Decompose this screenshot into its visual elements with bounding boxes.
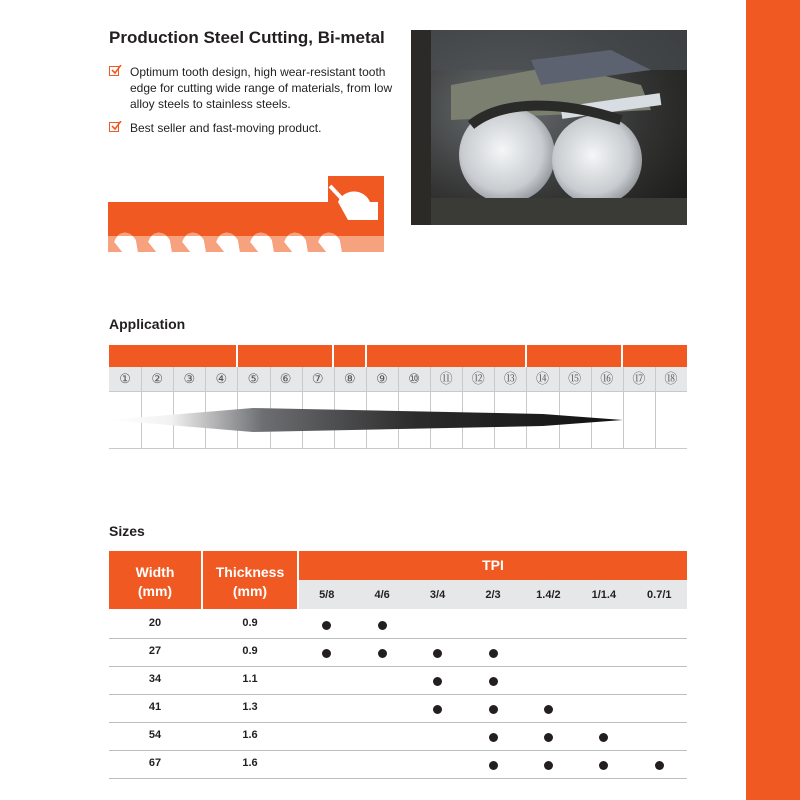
thickness-cell: 0.9: [242, 617, 258, 629]
availability-dot: [378, 621, 387, 630]
width-cell: 67: [148, 757, 162, 769]
application-number: ⑤: [247, 371, 260, 386]
application-heading: Application: [109, 316, 186, 332]
checkbox-check-icon: [109, 66, 119, 76]
thickness-cell: 1.6: [242, 757, 258, 769]
width-cell: 27: [148, 645, 162, 657]
saw-blade-tooth-icon: [108, 172, 388, 256]
availability-dot: [322, 621, 331, 630]
availability-dot: [322, 649, 331, 658]
thickness-cell: 0.9: [242, 645, 258, 657]
tpi-value: 3/4: [429, 589, 446, 601]
width-header: Width (mm): [109, 551, 201, 609]
availability-dot: [489, 705, 498, 714]
sizes-heading: Sizes: [109, 523, 145, 539]
availability-dot: [489, 761, 498, 770]
tpi-value: 4/6: [374, 589, 390, 601]
side-accent-bar: [746, 0, 800, 800]
application-number: ⑭: [535, 371, 549, 386]
application-number: ⑦: [311, 371, 324, 386]
feature-list: [109, 64, 401, 144]
feature-text: Optimum tooth design, high wear-resistant tooth edge for cutting wide range of materials, from low alloy steels to stainless steels.: [130, 65, 393, 111]
availability-dot: [544, 733, 553, 742]
application-number: ①: [119, 371, 131, 386]
availability-dot: [599, 761, 608, 770]
tpi-value: 5/8: [319, 589, 335, 601]
application-number: ⑱: [664, 371, 678, 386]
thickness-cell: 1.1: [242, 673, 258, 685]
thickness-cell: 1.6: [242, 729, 258, 741]
application-number: ②: [151, 371, 163, 386]
application-number: ⑥: [279, 371, 292, 386]
tpi-value: 1.4/2: [536, 589, 561, 601]
application-number: ⑬: [503, 371, 517, 386]
availability-dot: [433, 705, 442, 714]
application-number: ⑯: [600, 371, 614, 386]
availability-dot: [433, 649, 442, 658]
application-number: ⑩: [408, 371, 420, 386]
thickness-header: Thickness (mm): [203, 551, 297, 609]
availability-dot: [489, 733, 498, 742]
availability-dot: [378, 649, 387, 658]
width-cell: 20: [148, 617, 162, 629]
availability-dot: [544, 761, 553, 770]
availability-dot: [599, 733, 608, 742]
application-number: ⑨: [376, 371, 388, 386]
feature-item: [109, 120, 401, 136]
cutting-photo: [411, 30, 687, 225]
application-number: ③: [183, 371, 196, 386]
availability-dot: [655, 761, 664, 770]
tpi-value: 0.7/1: [647, 589, 672, 601]
tpi-header: TPI: [299, 551, 687, 580]
availability-dot: [489, 649, 498, 658]
tpi-value: 1/1.4: [591, 589, 617, 601]
application-number: ⑧: [343, 371, 356, 386]
feature-item: [109, 64, 401, 112]
width-cell: 34: [148, 673, 162, 685]
application-range-arrow: [109, 395, 687, 445]
application-number: ⑰: [632, 371, 646, 386]
page-title: Production Steel Cutting, Bi-metal: [109, 28, 385, 47]
tpi-value: 2/3: [485, 589, 501, 601]
application-number: ⑮: [568, 371, 582, 386]
availability-dot: [489, 677, 498, 686]
application-header-bar: [109, 345, 687, 367]
application-number: ⑪: [439, 371, 453, 386]
feature-text: Best seller and fast-moving product.: [130, 121, 322, 135]
thickness-cell: 1.3: [242, 701, 258, 713]
availability-dot: [433, 677, 442, 686]
application-number: ④: [215, 371, 228, 386]
availability-dot: [544, 705, 553, 714]
width-cell: 54: [148, 729, 162, 741]
width-cell: 41: [148, 701, 162, 713]
application-number: ⑫: [471, 371, 485, 386]
checkbox-check-icon: [109, 122, 119, 132]
